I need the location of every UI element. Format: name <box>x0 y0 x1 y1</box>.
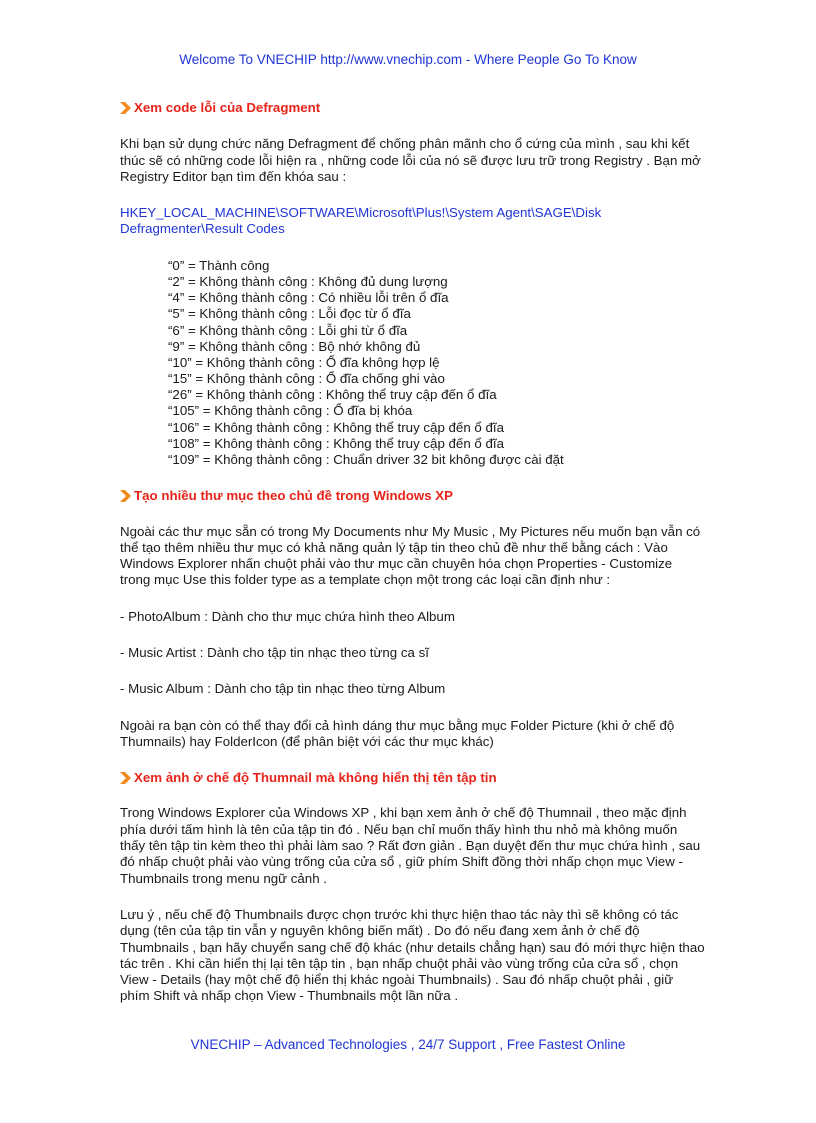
page-footer: VNECHIP – Advanced Technologies , 24/7 Support , Free Fastest Online <box>190 1037 626 1052</box>
list-item: “4” = Không thành công : Có nhiều lỗi trên ổ đĩa <box>168 290 449 306</box>
section-title-text: Xem code lỗi của Defragment <box>134 100 321 115</box>
list-item: “106” = Không thành công : Không thể truy cập đến ổ đĩa <box>168 419 504 435</box>
list-item: - PhotoAlbum : Dành cho thư mục chứa hình theo Album <box>120 608 455 624</box>
section-heading <box>120 488 705 504</box>
list-item: “109” = Không thành công : Chuẩn driver 32 bit không được cài đặt <box>168 452 564 468</box>
paragraph: Khi bạn sử dụng chức năng Defragment để chống phân mãnh cho ổ cứng của mình , sau khi kết thúc sẽ có những code lỗi hiện ra , những code lỗi của nó sẽ được lưu trữ trong Registry . Bạn mở Registry Editor bạn tìm đến khóa sau : <box>120 136 701 184</box>
arrow-bullet-icon <box>120 772 131 784</box>
list-item: “10” = Không thành công : Ổ đĩa không hợp lệ <box>168 354 440 370</box>
list-item: “105” = Không thành công : Ổ đĩa bị khóa <box>168 403 413 419</box>
list-item: “15” = Không thành công : Ổ đĩa chống ghi vào <box>168 371 445 387</box>
list-item: “0” = Thành công <box>168 257 270 273</box>
page-content <box>120 100 705 1005</box>
section-title-text: Xem ảnh ở chế độ Thumnail mà không hiển thị tên tập tin <box>134 770 497 786</box>
paragraph: Trong Windows Explorer của Windows XP , khi bạn xem ảnh ở chế độ Thumnail , theo mặc định phía dưới tấm hình là tên của tập tin đó . Nếu bạn chỉ muốn thấy hình thu nhỏ mà không muốn thấy tên tập tin kèm theo thì phải làm sao ? Rất đơn giản . Bạn duyệt đến thư mục chứa hình , sau đó nhấp chuột phải vào vùng trống của cửa sổ , giữ phím Shift đồng thời nhấp chọn mục View - Thumbnails trong menu ngữ cảnh . <box>120 805 701 886</box>
registry-key: HKEY_LOCAL_MACHINE\SOFTWARE\Microsoft\Plus!\System Agent\SAGE\Disk Defragmenter\Result Codes <box>120 205 602 237</box>
section-title-text: Tạo nhiều thư mục theo chủ đề trong Windows XP <box>134 488 454 504</box>
paragraph: Lưu ý , nếu chế độ Thumbnails được chọn trước khi thực hiện thao tác này thì sẽ không có tác dụng (tên của tập tin vẫn y nguyên không biến mất) . Do đó nếu đang xem ảnh ở chế độ Thumbnails , bạn hãy chuyển sang chế độ khác (như details chẳng hạn) sau đó mới thực hiện thao tác trên . Khi cần hiển thị lại tên tập tin , bạn nhấp chuột phải vào vùng trống của cửa sổ , chọn View - Details (hay một chế độ hiển thị khác ngoài Thumbnails) . Sau đó nhấp chuột phải , giữ phím Shift và nhấp chọn View - Thumbnails một lần nữa . <box>120 906 705 1004</box>
result-code-list <box>168 258 705 468</box>
list-item: “9” = Không thành công : Bộ nhớ không đủ <box>168 338 421 354</box>
list-item: - Music Artist : Dành cho tập tin nhạc theo từng ca sĩ <box>120 645 429 660</box>
section-heading <box>120 100 705 116</box>
arrow-bullet-icon <box>120 490 131 502</box>
list-item: “5” = Không thành công : Lỗi đọc từ ổ đĩa <box>168 306 411 322</box>
arrow-bullet-icon <box>120 102 131 114</box>
page-header: Welcome To VNECHIP http://www.vnechip.com - Where People Go To Know <box>179 52 637 67</box>
list-item: - Music Album : Dành cho tập tin nhạc theo từng Album <box>120 681 446 697</box>
section-heading <box>120 770 705 786</box>
paragraph: Ngoài các thư mục sẵn có trong My Documents như My Music , My Pictures nếu muốn bạn vẫn có thể tạo thêm nhiều thư mục có khả năng quản lý tập tin theo chủ đề như thế bằng cách : Vào Windows Explorer nhấn chuột phải vào thư mục cần chuyên hóa chọn Properties - Customize trong mục Use this folder type as a template chọn một trong các loại cần định như : <box>120 523 701 588</box>
paragraph: Ngoài ra bạn còn có thể thay đổi cả hình dáng thư mục bằng mục Folder Picture (khi ở chế độ Thumnails) hay FolderIcon (để phân biệt với các thư mục khác) <box>120 717 675 749</box>
list-item: “108” = Không thành công : Không thể truy cập đến ổ đĩa <box>168 435 504 451</box>
list-item: “6” = Không thành công : Lỗi ghi từ ổ đĩa <box>168 322 408 338</box>
list-item: “26” = Không thành công : Không thể truy cập đến ổ đĩa <box>168 387 497 403</box>
list-item: “2” = Không thành công : Không đủ dung lượng <box>168 273 448 289</box>
